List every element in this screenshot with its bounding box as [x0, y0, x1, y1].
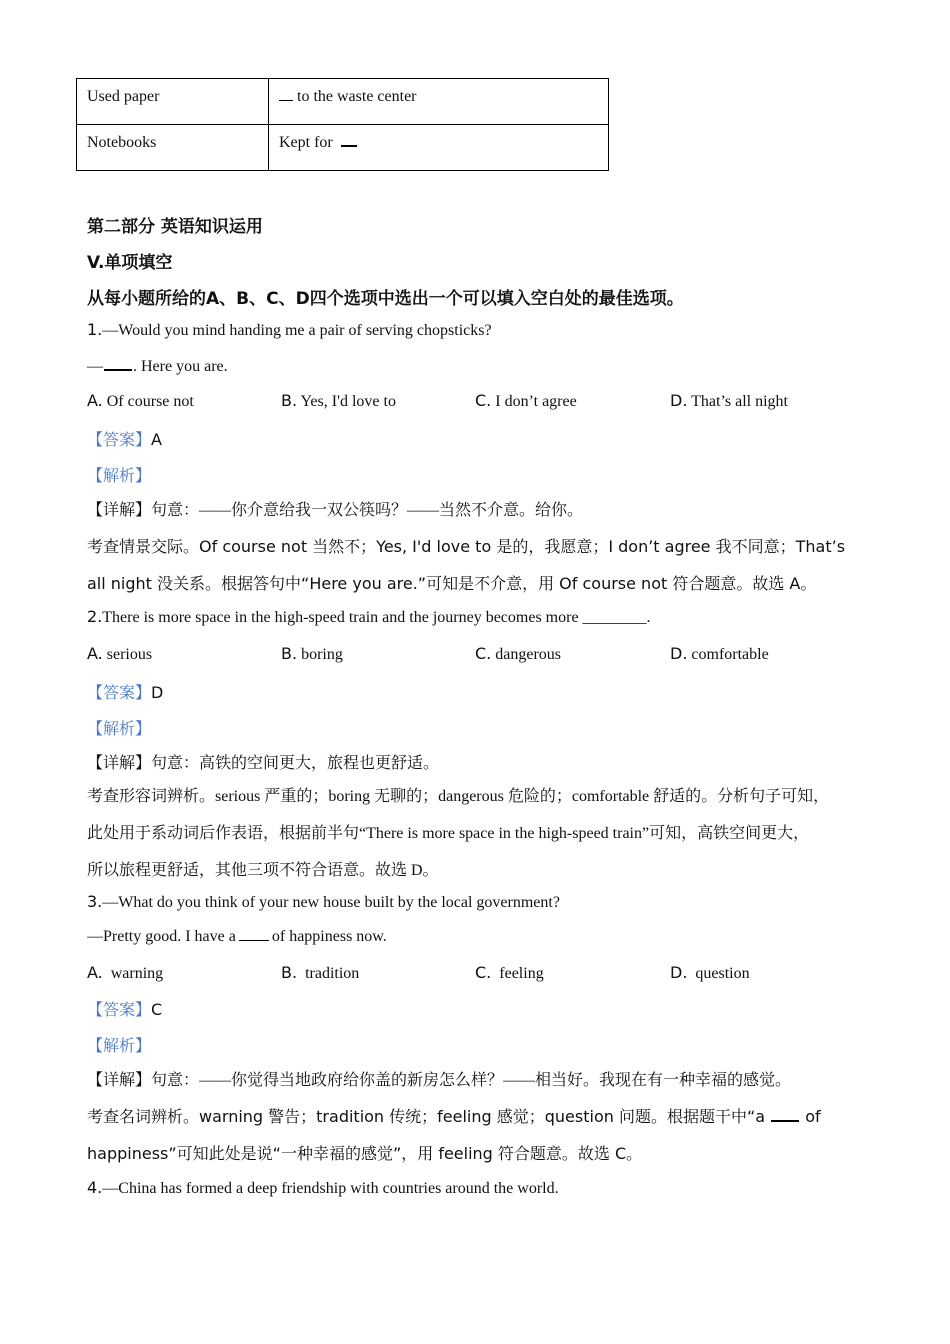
explanation-line: 考查名词辨析。warning 警告；tradition 传统；feeling 感觉；question 问题。根据题干中“a of: [87, 1107, 821, 1126]
analysis-label: 【解析】: [87, 466, 152, 485]
table-cell-item: Used paper: [77, 79, 269, 125]
answer-blank: [279, 88, 293, 101]
explanation-line: 此处用于系动词后作表语，根据前半句“There is more space in the high-speed train”可知，高铁空间更大，: [87, 825, 810, 842]
question-3-stem-line2: —Pretty good. I have a of happiness now.: [87, 928, 387, 945]
table-cell-action: Kept for: [269, 125, 609, 171]
table-cell-item: Notebooks: [77, 125, 269, 171]
part-title: 第二部分 英语知识运用: [87, 217, 263, 237]
question-3-stem: 3.—What do you think of your new house built by the local government?: [87, 892, 560, 911]
option-c[interactable]: C. dangerous: [475, 644, 562, 663]
question-2-stem: 2.There is more space in the high-speed train and the journey becomes more ________.: [87, 607, 651, 626]
question-1-stem: 1.—Would you mind handing me a pair of serving chopsticks?: [87, 320, 492, 339]
detail-line: 【详解】句意：——你介意给我一双公筷吗？——当然不介意。给你。: [87, 502, 584, 519]
detail-line: 【详解】句意：高铁的空间更大，旅程也更舒适。: [87, 755, 440, 772]
analysis-label: 【解析】: [87, 719, 152, 738]
table-row: [77, 79, 609, 125]
answer-line: 【答案】D: [87, 683, 164, 702]
explanation-line: 考查形容词辨析。serious 严重的；boring 无聊的；dangerous 危险的；comfortable 舒适的。分析句子可知，: [87, 788, 830, 805]
explanation-line: 所以旅程更舒适，其他三项不符合语意。故选 D。: [87, 862, 439, 879]
answer-blank: [104, 357, 132, 371]
option-d[interactable]: D. comfortable: [670, 644, 769, 663]
answer-blank: [341, 135, 357, 147]
question-1-stem-line2: — . Here you are.: [87, 358, 228, 375]
option-c[interactable]: C. feeling: [475, 963, 544, 982]
answer-line: 【答案】A: [87, 430, 162, 449]
section-subtitle: V.单项填空: [87, 253, 173, 273]
explanation-line: happiness”可知此处是说“一种幸福的感觉”，用 feeling 符合题意。故选 C。: [87, 1144, 643, 1163]
answer-blank: [239, 928, 269, 941]
option-a[interactable]: A. warning: [87, 963, 164, 982]
option-d[interactable]: D. That’s all night: [670, 391, 788, 410]
option-a[interactable]: A. Of course not: [87, 391, 194, 410]
table-row: [77, 125, 609, 171]
detail-line: 【详解】句意：——你觉得当地政府给你盖的新房怎么样？——相当好。我现在有一种幸福的感觉。: [87, 1072, 792, 1089]
option-a[interactable]: A. serious: [87, 644, 153, 663]
waste-table: [76, 78, 609, 171]
analysis-label: 【解析】: [87, 1036, 152, 1055]
explanation-line: 考查情景交际。Of course not 当然不；Yes, I'd love to 是的，我愿意；I don’t agree 我不同意；That’s: [87, 537, 846, 556]
option-b[interactable]: B. tradition: [281, 963, 360, 982]
table-cell-action: to the waste center: [269, 79, 609, 125]
option-c[interactable]: C. I don’t agree: [475, 391, 577, 410]
question-4-stem: 4.—China has formed a deep friendship with countries around the world.: [87, 1178, 559, 1197]
option-b[interactable]: B. Yes, I'd love to: [281, 391, 396, 410]
option-b[interactable]: B. boring: [281, 644, 343, 663]
explanation-line: all night 没关系。根据答句中“Here you are.”可知是不介意，用 Of course not 符合题意。故选 A。: [87, 574, 817, 593]
answer-blank: [771, 1108, 799, 1122]
answer-line: 【答案】C: [87, 1000, 163, 1019]
section-instruction: 从每小题所给的A、B、C、D四个选项中选出一个可以填入空白处的最佳选项。: [87, 289, 684, 309]
option-d[interactable]: D. question: [670, 963, 750, 982]
